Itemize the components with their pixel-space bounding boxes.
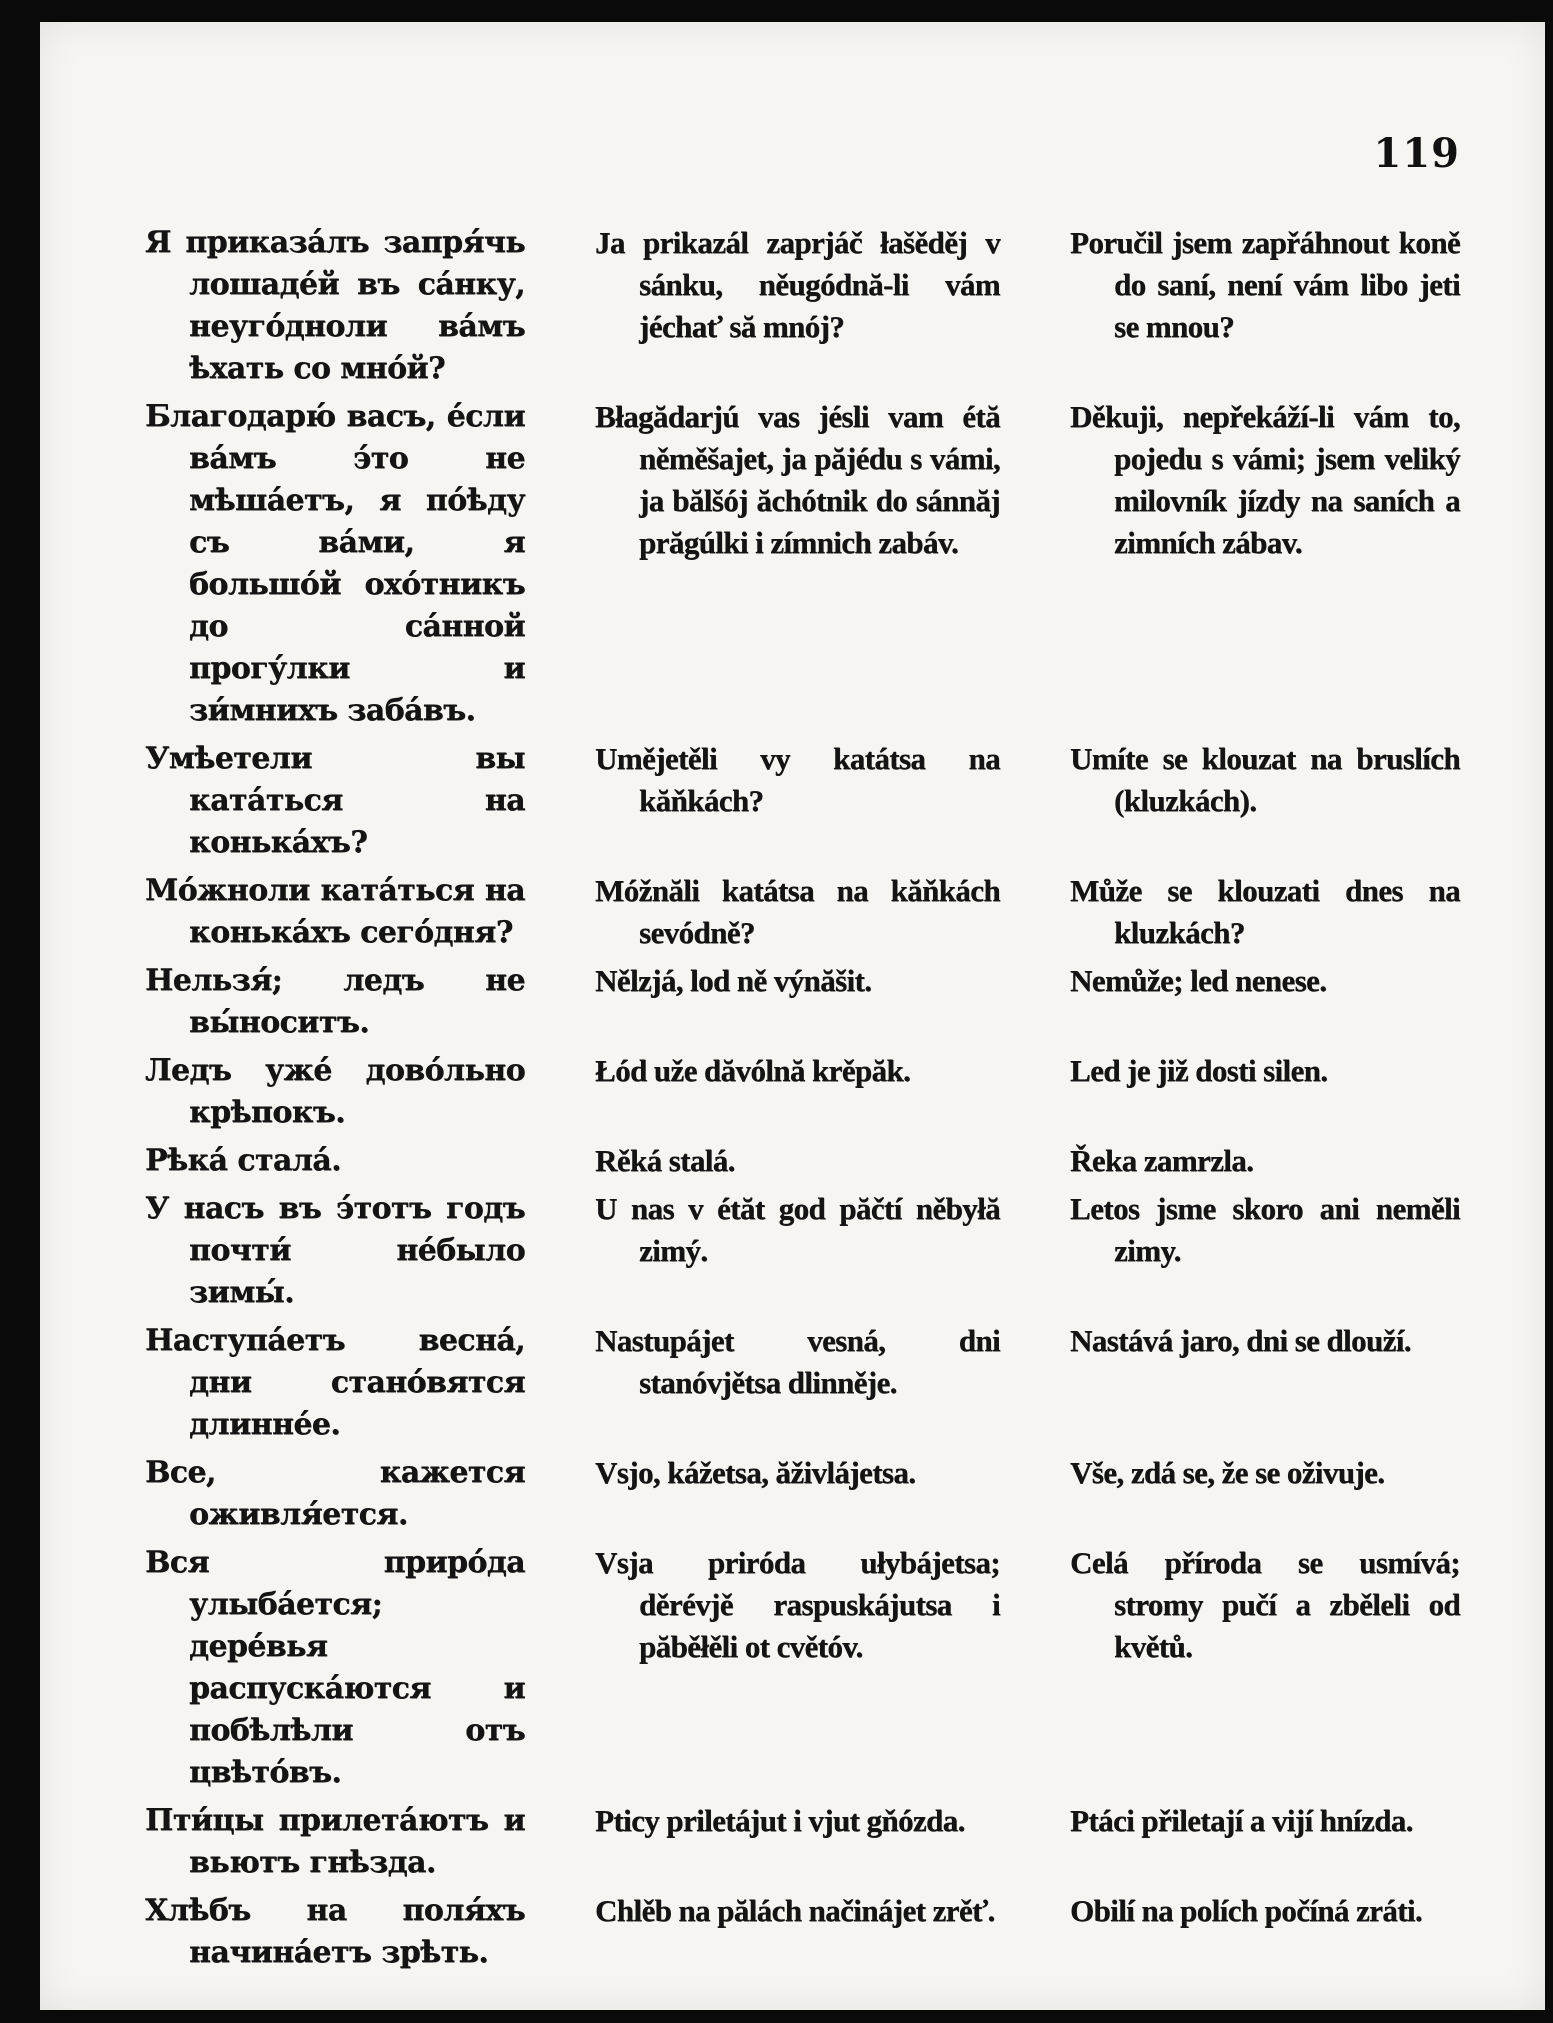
czech-text: Nastává jaro, dni se dlouží.	[1070, 1323, 1411, 1358]
book-page	[40, 22, 1545, 2010]
phrase-row	[145, 738, 1460, 864]
transliteration-text: Móžnăli katátsa na kăňkách sevódně?	[595, 873, 1000, 950]
czech-text: Může se klouzati dnes na kluzkách?	[1070, 873, 1460, 950]
transliteration-text: Pticy priletájut i vjut gňózda.	[595, 1803, 965, 1838]
russian-text: Наступа́етъ весна́, дни стано́вятся длинне́е.	[145, 1323, 525, 1442]
czech-text: Děkuji, nepřekáží-li vám to, pojedu s vámi; jsem veliký milovník jízdy na saních a zimních zábav.	[1070, 399, 1460, 560]
phrase-row	[145, 1890, 1460, 1974]
transliteration-text: Nastupájet vesná, dni stanóvjětsa dlinněje.	[595, 1323, 1000, 1400]
russian-text: Вся приро́да улыба́ется; дере́вья распуска́ются и побѣлѣли отъ цвѣто́въ.	[145, 1545, 525, 1790]
phrase-row	[145, 1452, 1460, 1536]
russian-text: Мо́жноли ката́ться на конька́хъ сего́дня?	[145, 873, 525, 950]
transliteration-text: Vsjo, kážetsa, ăživlájetsa.	[595, 1455, 916, 1490]
czech-text: Led je již dosti silen.	[1070, 1053, 1328, 1088]
russian-text: Нельзя́; ледъ не вы́носитъ.	[145, 963, 525, 1040]
phrase-row	[145, 222, 1460, 390]
transliteration-text: U nas v étăt god păčtí něbyłă zimý.	[595, 1191, 1000, 1268]
czech-text: Ptáci přiletají a vijí hnízda.	[1070, 1803, 1413, 1838]
phrase-row	[145, 1188, 1460, 1314]
phrase-row	[145, 1320, 1460, 1446]
czech-text: Řeka zamrzla.	[1070, 1143, 1254, 1178]
russian-text: Ледъ уже́ дово́льно крѣпокъ.	[145, 1053, 525, 1130]
transliteration-text: Umějetěli vy katátsa na kăňkách?	[595, 741, 1000, 818]
transliteration-text: Rěká stalá.	[595, 1143, 735, 1178]
czech-text: Nemůže; led nenese.	[1070, 963, 1327, 998]
phrase-row	[145, 1050, 1460, 1134]
transliteration-text: Błagădarjú vas jésli vam étă něměšajet, ja păjédu s vámi, ja bălšój ăchótnik do sánnăj prăgúlki i zímnich zabáv.	[595, 399, 1000, 560]
phrasebook-table	[145, 222, 1460, 1980]
russian-text: Пти́цы прилета́ютъ и вьютъ гнѣзда.	[145, 1803, 525, 1880]
phrase-row	[145, 1542, 1460, 1794]
russian-text: Все, кажется оживля́ется.	[145, 1455, 525, 1532]
phrase-row	[145, 1800, 1460, 1884]
czech-text: Poručil jsem zapřáhnout koně do saní, není vám libo jeti se mnou?	[1070, 225, 1460, 344]
phrase-row	[145, 396, 1460, 732]
transliteration-text: Nělzjá, lod ně výnăšit.	[595, 963, 872, 998]
transliteration-text: Chlěb na pălách načinájet zrěť.	[595, 1893, 995, 1928]
czech-text: Letos jsme skoro ani neměli zimy.	[1070, 1191, 1460, 1268]
page-number: 119	[1373, 130, 1460, 177]
phrase-row	[145, 870, 1460, 954]
czech-text: Vše, zdá se, že se oživuje.	[1070, 1455, 1385, 1490]
czech-text: Celá příroda se usmívá; stromy pučí a zběleli od květů.	[1070, 1545, 1460, 1664]
transliteration-text: Vsja priróda ułybájetsa; děrévjě raspuskájutsa i păběłěli ot cvětóv.	[595, 1545, 1000, 1664]
transliteration-text: Ja prikazál zaprjáč łašěděj v sánku, něugódnă-li vám jéchať să mnój?	[595, 225, 1000, 344]
russian-text: Хлѣбъ на поля́хъ начина́етъ зрѣть.	[145, 1893, 525, 1970]
russian-text: Рѣка́ стала́.	[145, 1143, 341, 1178]
phrase-row	[145, 1140, 1460, 1182]
russian-text: Умѣетели вы ката́ться на конька́хъ?	[145, 741, 525, 860]
czech-text: Obilí na polích počíná zráti.	[1070, 1893, 1423, 1928]
phrase-row	[145, 960, 1460, 1044]
transliteration-text: Łód uže dăvólnă krěpăk.	[595, 1053, 911, 1088]
czech-text: Umíte se klouzat na bruslích (kluzkách).	[1070, 741, 1460, 818]
russian-text: Я приказа́лъ запря́чь лошаде́й въ са́нку, неуго́дноли ва́мъ ѣхать со мно́й?	[145, 225, 525, 386]
russian-text: Благодарю́ васъ, е́сли ва́мъ э́то не мѣша́етъ, я по́ѣду съ ва́ми, я большо́й охо́тникъ до са́нной прогу́лки и зи́мнихъ заба́въ.	[145, 399, 525, 728]
russian-text: У насъ въ э́тотъ годъ почти́ не́было зимы́.	[145, 1191, 525, 1310]
